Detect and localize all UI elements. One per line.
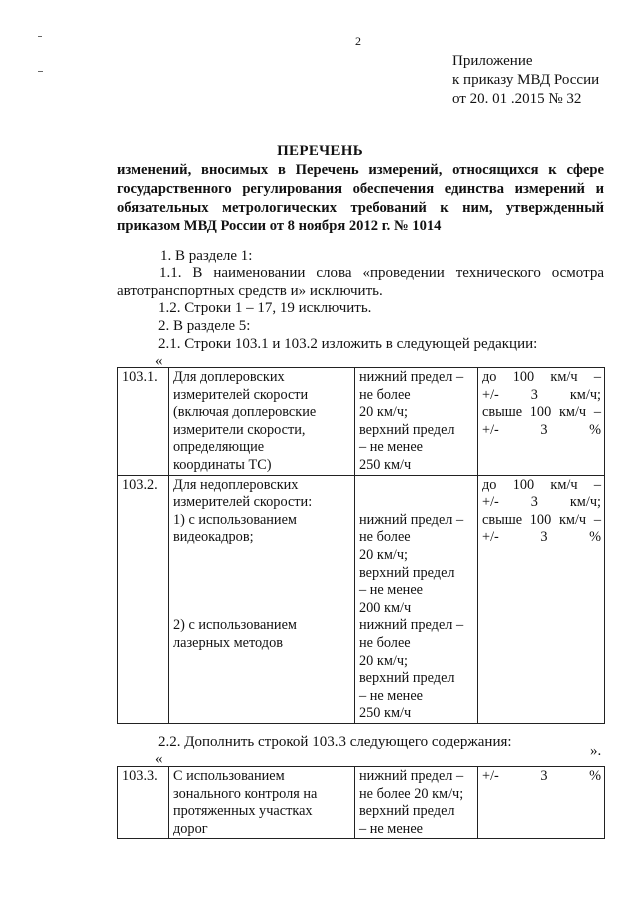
cell-line: до 100 км/ч – xyxy=(482,476,601,493)
range-cell xyxy=(355,767,478,839)
document-subtitle: изменений, вносимых в Перечень измерений, относящихся к сфере государственного регулирования обеспечения единства измерений и обязательных метрологических требований к ним, утвержденный приказом МВД России от 8 ноября 2012 г. № 1014 xyxy=(117,162,604,235)
cell-line: нижний предел – xyxy=(359,369,464,385)
cell-line: 20 км/ч; xyxy=(359,652,408,669)
cell-line: – не менее xyxy=(359,439,424,456)
scan-speck xyxy=(38,71,43,72)
accuracy-cell xyxy=(478,475,605,723)
table-row xyxy=(118,767,605,839)
measurement-table xyxy=(117,367,605,724)
opening-quote: « xyxy=(155,353,163,369)
cell-line: протяженных участках xyxy=(173,803,313,820)
appendix-line: Приложение xyxy=(452,53,533,69)
cell-line: нижний предел – xyxy=(359,768,464,784)
cell-line: дорог xyxy=(173,820,208,837)
cell-line: 20 км/ч; xyxy=(359,546,408,563)
row-number-cell: 103.2. xyxy=(118,475,169,723)
cell-line xyxy=(173,565,351,583)
paragraph-2: 2. В разделе 5: xyxy=(158,318,251,334)
row-number-cell: 103.1. xyxy=(118,368,169,476)
cell-line: свыше 100 км/ч – xyxy=(482,511,601,528)
cell-line: лазерных методов xyxy=(173,634,283,651)
range-cell xyxy=(355,368,478,476)
row-number-cell: 103.3. xyxy=(118,767,169,839)
cell-line: 2) с использованием xyxy=(173,617,297,634)
cell-line xyxy=(359,494,474,512)
cell-line: измерителей скорости xyxy=(173,386,309,403)
cell-line: 200 км/ч xyxy=(359,599,412,616)
table-row xyxy=(118,368,605,476)
cell-line: – не менее xyxy=(359,687,424,704)
cell-line: верхний предел xyxy=(359,421,455,438)
cell-line: (включая доплеровские xyxy=(173,404,317,421)
scan-speck xyxy=(38,36,42,37)
cell-line: +/- 3 км/ч; xyxy=(482,494,601,511)
name-cell xyxy=(169,475,355,723)
cell-line: определяющие xyxy=(173,439,265,456)
paragraph-2-1: 2.1. Строки 103.1 и 103.2 изложить в следующей редакции: xyxy=(158,336,538,352)
cell-line xyxy=(173,600,351,618)
cell-line: – не менее xyxy=(359,820,424,837)
cell-line: верхний предел xyxy=(359,803,455,820)
cell-line: не более xyxy=(359,386,411,403)
cell-line: измерители скорости, xyxy=(173,421,306,438)
cell-line: 1) с использованием xyxy=(173,511,297,528)
name-cell xyxy=(169,767,355,839)
opening-quote: « xyxy=(155,751,163,767)
page-number: 2 xyxy=(355,34,361,48)
paragraph-1: 1. В разделе 1: xyxy=(160,248,253,264)
cell-line: 250 км/ч xyxy=(359,456,412,473)
cell-line: зонального контроля на xyxy=(173,785,318,802)
cell-line: видеокадров; xyxy=(173,529,254,546)
cell-line: Для недоплеровских xyxy=(173,476,299,493)
cell-line: нижний предел – xyxy=(359,617,464,634)
cell-line: не более xyxy=(359,634,411,651)
appendix-line: к приказу МВД России xyxy=(452,72,600,88)
accuracy-cell xyxy=(478,368,605,476)
cell-line xyxy=(173,547,351,565)
cell-line: +/- 3 % xyxy=(482,421,601,438)
cell-line: не более xyxy=(359,529,411,546)
paragraph-1-1: 1.1. В наименовании слова «проведении технического осмотра автотранспортных средств и» исключить. xyxy=(117,265,604,299)
cell-line: свыше 100 км/ч – xyxy=(482,404,601,421)
cell-line xyxy=(173,582,351,600)
cell-line: до 100 км/ч – xyxy=(482,369,601,385)
cell-line: верхний предел xyxy=(359,670,455,687)
cell-line: +/- 3 % xyxy=(482,529,601,546)
paragraph-1-2: 1.2. Строки 1 – 17, 19 исключить. xyxy=(158,300,372,316)
cell-line: 20 км/ч; xyxy=(359,404,408,421)
range-cell xyxy=(355,475,478,723)
cell-line: +/- 3 км/ч; xyxy=(482,386,601,403)
cell-line: Для доплеровских xyxy=(173,369,285,385)
appendix-header xyxy=(452,52,599,109)
cell-line: +/- 3 % xyxy=(482,768,601,784)
cell-line: координаты ТС) xyxy=(173,456,272,473)
paragraph-2-2: 2.2. Дополнить строкой 103.3 следующего содержания: xyxy=(158,734,512,750)
cell-line: С использованием xyxy=(173,768,285,784)
cell-line: не более 20 км/ч; xyxy=(359,785,464,802)
cell-line: 250 км/ч xyxy=(359,705,412,722)
cell-line xyxy=(359,477,474,495)
cell-line: – не менее xyxy=(359,582,424,599)
table-row xyxy=(118,475,605,723)
document-title: ПЕРЕЧЕНЬ xyxy=(277,143,363,159)
cell-line: измерителей скорости: xyxy=(173,494,313,511)
name-cell xyxy=(169,368,355,476)
accuracy-cell xyxy=(478,767,605,839)
measurement-table-addition xyxy=(117,766,605,839)
appendix-line: от 20. 01 .2015 № 32 xyxy=(452,91,582,107)
cell-line: нижний предел – xyxy=(359,511,464,528)
cell-line: верхний предел xyxy=(359,564,455,581)
closing-quote: ». xyxy=(590,743,602,759)
